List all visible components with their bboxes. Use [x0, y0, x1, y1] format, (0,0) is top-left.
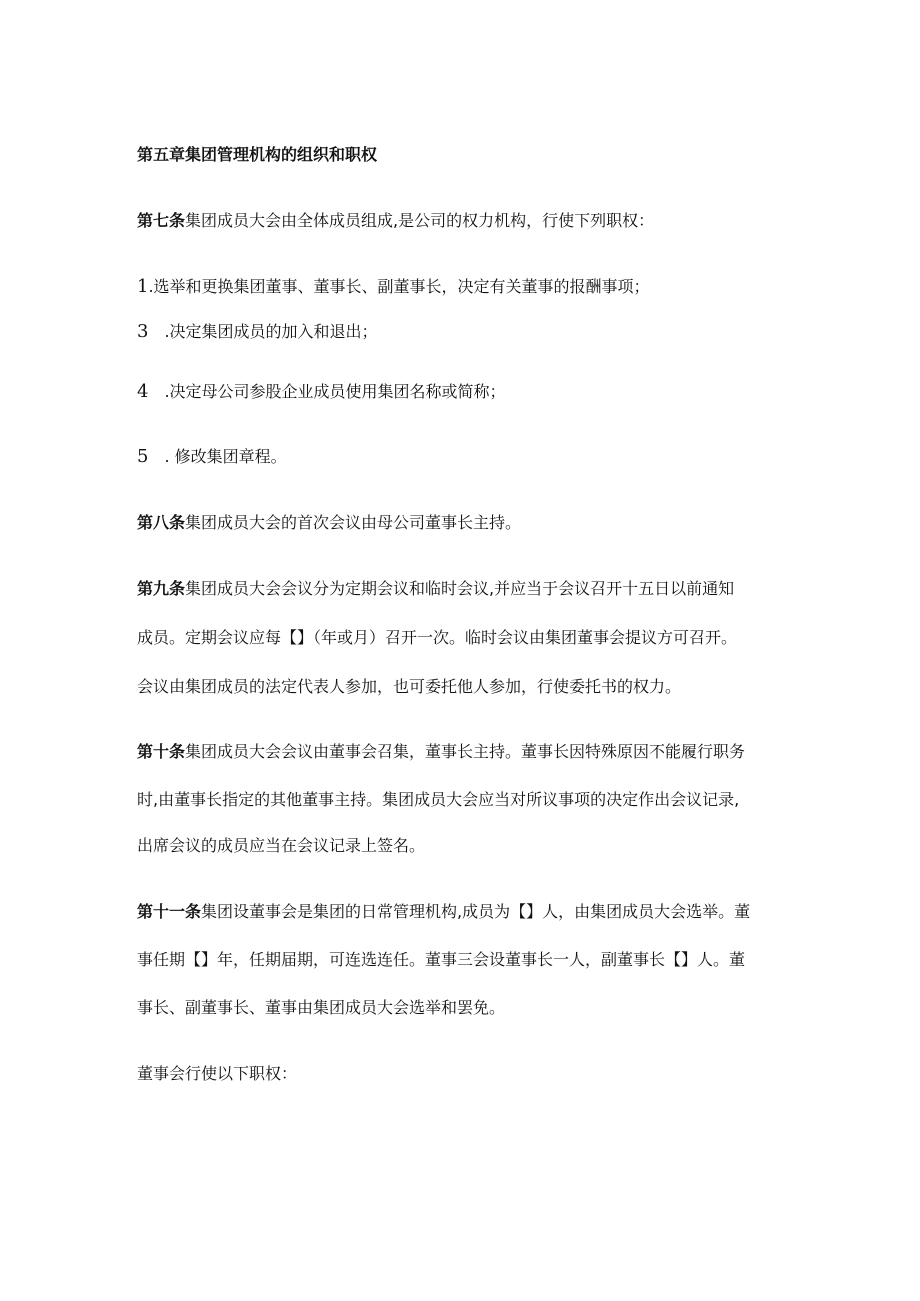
list-item-number: 1 — [137, 276, 149, 297]
list-item-number: 3 — [137, 321, 149, 342]
article-9-text: 集团成员大会会议分为定期会议和临时会议,并应当于会议召开十五日以前通知 — [185, 579, 735, 598]
article-11-text: 集团设董事会是集团的日常管理机构,成员为【】人，由集团成员大会选举。董 — [201, 902, 751, 921]
list-item-text: .决定集团成员的加入和退出； — [164, 322, 378, 341]
article-8 — [137, 512, 521, 534]
article-8-text: 集团成员大会的首次会议由母公司董事长主持。 — [185, 513, 522, 532]
list-item-text: . 修改集团章程。 — [164, 447, 287, 466]
list-item — [137, 276, 650, 298]
list-item-text: .选举和更换集团董事、董事长、副董事长，决定有关董事的报酬事项； — [148, 277, 650, 296]
article-10-line-1 — [137, 741, 745, 763]
article-11-line-3: 事长、副董事长、董事由集团成员大会选举和罢免。 — [137, 998, 506, 1017]
list-item — [137, 321, 378, 343]
list-item-text: .决定母公司参股企业成员使用集团名称或简称； — [164, 382, 506, 401]
article-8-label: 第八条 — [137, 513, 186, 532]
article-7-label: 第七条 — [137, 211, 186, 230]
article-10-line-3: 出席会议的成员应当在会议记录上签名。 — [137, 836, 426, 855]
article-11-line-1 — [137, 901, 750, 923]
list-item-number: 5 — [137, 446, 149, 467]
article-11-label: 第十一条 — [137, 902, 202, 921]
board-powers-heading: 董事会行使以下职权： — [137, 1064, 298, 1083]
article-7-text: 集团成员大会由全体成员组成,是公司的权力机构，行使下列职权： — [185, 211, 655, 230]
article-10-line-2: 时,由董事长指定的其他董事主持。集团成员大会应当对所议事项的决定作出会议记录, — [137, 790, 740, 809]
article-10-text: 集团成员大会会议由董事会召集，董事长主持。董事长因特殊原因不能履行职务 — [185, 742, 746, 761]
list-item — [137, 446, 287, 468]
article-10-label: 第十条 — [137, 742, 186, 761]
article-11-line-2: 事任期【】年，任期届期，可连选连任。董事三会设董事长一人，副董事长【】人。董 — [137, 950, 746, 969]
list-item-number: 4 — [137, 381, 149, 402]
list-item — [137, 381, 506, 403]
article-7 — [137, 210, 654, 232]
article-9-label: 第九条 — [137, 579, 186, 598]
chapter-title: 第五章集团管理机构的组织和职权 — [137, 145, 378, 164]
article-9-line-1 — [137, 578, 734, 600]
article-9-line-2: 成员。定期会议应每【】（年或月）召开一次。临时会议由集团董事会提议方可召开。 — [137, 628, 738, 647]
article-9-line-3: 会议由集团成员的法定代表人参加，也可委托他人参加，行使委托书的权力。 — [137, 677, 682, 696]
